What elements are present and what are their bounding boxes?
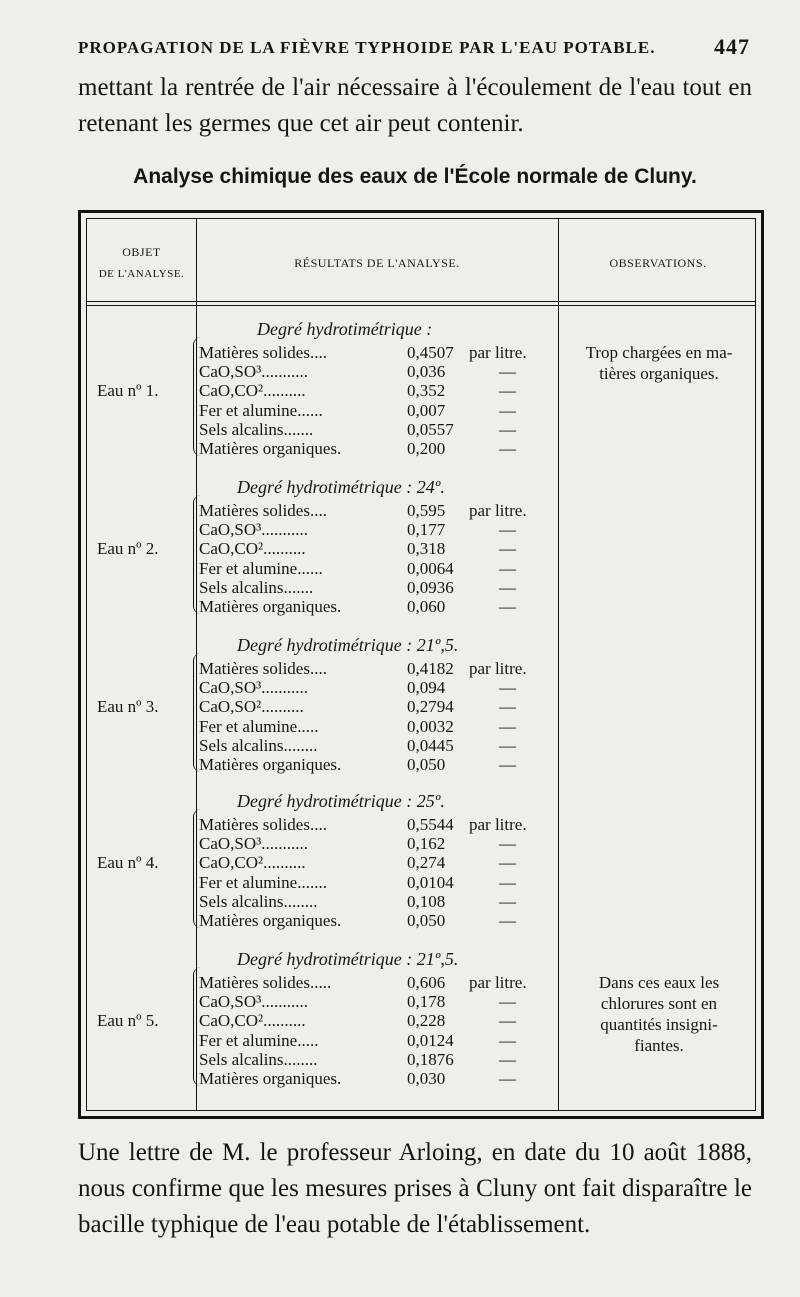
component-unit: — — [499, 755, 516, 774]
component-unit: — — [499, 697, 516, 717]
water-sample-label: Eau nº 2. — [97, 539, 159, 559]
component-name: Fer et alumine...... — [199, 400, 323, 420]
component-value: 0,1876 — [407, 1049, 454, 1069]
component-unit: — — [499, 872, 516, 892]
analysis-row — [199, 1011, 549, 1030]
observation-line: Trop chargées en ma- — [585, 343, 733, 362]
component-unit: — — [499, 577, 516, 597]
component-unit: — — [499, 992, 516, 1012]
hydrotimetric-degree: Degré hydrotimétrique : 25º. — [237, 791, 445, 811]
analysis-row — [199, 439, 549, 458]
component-name: Matières solides.... — [199, 659, 327, 678]
analysis-row — [199, 873, 549, 892]
component-name: Fer et alumine...... — [199, 558, 323, 578]
component-value: 0,007 — [407, 400, 446, 420]
analysis-row — [199, 420, 549, 439]
component-unit: — — [499, 419, 516, 439]
analysis-row — [199, 717, 549, 736]
component-unit: — — [499, 716, 516, 736]
analysis-row — [199, 853, 549, 872]
running-head — [78, 34, 750, 59]
component-name: Matières organiques. — [199, 755, 342, 774]
analysis-row — [199, 736, 549, 755]
component-unit: — — [499, 853, 516, 873]
component-value: 0,0124 — [407, 1030, 454, 1050]
water-sample-label: Eau nº 5. — [97, 1011, 159, 1031]
component-value: 0,030 — [407, 1069, 446, 1088]
analysis-row — [199, 973, 549, 992]
intro-paragraph: mettant la rentrée de l'air nécessaire à l'écoulement de l'eau tout en retenant les germes que cet air peut contenir. — [78, 74, 752, 137]
component-unit: — — [499, 735, 516, 755]
observation-line: quantités insigni- — [600, 1015, 718, 1034]
observation-line: Dans ces eaux les — [598, 973, 720, 992]
component-unit: — — [499, 597, 516, 616]
component-unit: — — [499, 381, 516, 401]
component-name: CaO,SO².......... — [199, 697, 304, 717]
component-name: Matières organiques. — [199, 597, 342, 616]
observation-line: fiantes. — [634, 1036, 684, 1055]
component-value: 0,178 — [407, 992, 446, 1012]
analysis-row — [199, 834, 549, 853]
analysis-row — [199, 659, 549, 678]
header-rule — [87, 305, 755, 306]
component-unit: — — [499, 834, 516, 854]
component-name: Sels alcalins........ — [199, 1049, 318, 1069]
component-value: 0,0032 — [407, 716, 454, 736]
component-unit: — — [499, 520, 516, 540]
component-unit: — — [499, 678, 516, 698]
analysis-row — [199, 815, 549, 834]
running-head-title: PROPAGATION DE LA FIÈVRE TYPHOIDE PAR L'EAU POTABLE. — [78, 38, 656, 57]
analysis-row — [199, 755, 549, 774]
component-name: Matières organiques. — [199, 439, 342, 458]
observation-line: tières organiques. — [599, 364, 719, 383]
component-value: 0,036 — [407, 362, 446, 382]
analysis-table — [78, 210, 764, 1119]
analysis-row — [199, 678, 549, 697]
component-value: 0,0104 — [407, 872, 454, 892]
component-unit: — — [499, 400, 516, 420]
column-divider — [558, 219, 559, 1110]
analysis-row — [199, 539, 549, 558]
header-rule — [87, 301, 755, 302]
hydrotimetric-degree: Degré hydrotimétrique : 24º. — [237, 477, 445, 497]
component-name: CaO,SO³........... — [199, 834, 308, 854]
component-unit: par litre. — [469, 501, 527, 520]
analysis-row — [199, 992, 549, 1011]
component-name: Sels alcalins....... — [199, 419, 314, 439]
component-unit: — — [499, 891, 516, 911]
hydrotimetric-degree: Degré hydrotimétrique : — [257, 319, 433, 339]
component-unit: — — [499, 911, 516, 930]
component-name: Fer et alumine....... — [199, 872, 327, 892]
component-value: 0,318 — [407, 539, 446, 559]
component-name: CaO,SO³........... — [199, 362, 308, 382]
component-value: 0,0557 — [407, 419, 454, 439]
component-unit: par litre. — [469, 659, 527, 678]
observation-note — [561, 972, 757, 1056]
component-name: CaO,CO².......... — [199, 381, 306, 401]
analysis-row — [199, 697, 549, 716]
component-unit: par litre. — [469, 343, 527, 362]
analysis-row — [199, 559, 549, 578]
component-name: Matières organiques. — [199, 1069, 342, 1088]
analysis-row — [199, 578, 549, 597]
component-value: 0,094 — [407, 678, 446, 698]
water-sample-label: Eau nº 3. — [97, 697, 159, 717]
analysis-row — [199, 892, 549, 911]
component-unit: — — [499, 558, 516, 578]
observation-note — [561, 342, 757, 384]
component-name: CaO,CO².......... — [199, 853, 306, 873]
component-unit: par litre. — [469, 973, 527, 992]
component-unit: — — [499, 362, 516, 382]
analysis-row — [199, 501, 549, 520]
analysis-row — [199, 1031, 549, 1050]
analysis-row — [199, 1069, 549, 1088]
header-objet — [87, 245, 196, 280]
component-name: Matières organiques. — [199, 911, 342, 930]
component-value: 0,0064 — [407, 558, 454, 578]
analysis-row — [199, 520, 549, 539]
page-number: 447 — [714, 34, 750, 59]
component-unit: par litre. — [469, 815, 527, 834]
component-value: 0,228 — [407, 1011, 446, 1031]
component-value: 0,4507 — [407, 343, 454, 362]
component-value: 0,050 — [407, 911, 446, 930]
component-value: 0,274 — [407, 853, 446, 873]
component-value: 0,0445 — [407, 735, 454, 755]
observation-line: chlorures sont en — [600, 994, 718, 1013]
analysis-row — [199, 362, 549, 381]
component-name: CaO,SO³........... — [199, 678, 308, 698]
header-objet-line2: DE L'ANALYSE. — [98, 268, 185, 280]
header-objet-line1: OBJET — [122, 245, 161, 259]
component-value: 0,5544 — [407, 815, 454, 834]
component-unit: — — [499, 1049, 516, 1069]
component-unit: — — [499, 439, 516, 458]
table-inner-frame — [86, 218, 756, 1111]
table-title: Analyse chimique des eaux de l'École normale de Cluny. — [133, 165, 697, 188]
hydrotimetric-degree: Degré hydrotimétrique : 21º,5. — [237, 635, 459, 655]
analysis-row — [199, 381, 549, 400]
component-value: 0,050 — [407, 755, 446, 774]
component-unit: — — [499, 539, 516, 559]
component-name: CaO,CO².......... — [199, 1011, 306, 1031]
component-value: 0,200 — [407, 439, 446, 458]
analysis-row — [199, 911, 549, 930]
component-name: Fer et alumine..... — [199, 1030, 319, 1050]
component-value: 0,177 — [407, 520, 446, 540]
analysis-row — [199, 1050, 549, 1069]
component-value: 0,108 — [407, 891, 446, 911]
analysis-row — [199, 401, 549, 420]
component-name: Fer et alumine..... — [199, 716, 319, 736]
closing-paragraph: Une lettre de M. le professeur Arloing, en date du 10 août 1888, nous confirme que les mesures prises à Cluny ont fait disparaître le bacille typhique de l'eau potable de l'établissement. — [78, 1139, 752, 1238]
component-name: Matières solides.... — [199, 501, 327, 520]
component-name: CaO,SO³........... — [199, 992, 308, 1012]
analysis-row — [199, 343, 549, 362]
component-value: 0,595 — [407, 501, 446, 520]
header-observations: OBSERVATIONS. — [609, 256, 707, 270]
component-name: CaO,SO³........... — [199, 520, 308, 540]
component-value: 0,0936 — [407, 577, 454, 597]
water-sample-label: Eau nº 1. — [97, 381, 159, 401]
component-value: 0,352 — [407, 381, 446, 401]
component-value: 0,162 — [407, 834, 446, 854]
analysis-row — [199, 597, 549, 616]
header-resultats: RÉSULTATS DE L'ANALYSE. — [294, 256, 460, 270]
component-name: CaO,CO².......... — [199, 539, 306, 559]
component-unit: — — [499, 1011, 516, 1031]
component-name: Sels alcalins........ — [199, 891, 318, 911]
component-value: 0,060 — [407, 597, 446, 616]
component-name: Matières solides.... — [199, 343, 327, 362]
component-value: 0,606 — [407, 973, 446, 992]
component-unit: — — [499, 1069, 516, 1088]
hydrotimetric-degree: Degré hydrotimétrique : 21º,5. — [237, 949, 459, 969]
component-value: 0,4182 — [407, 659, 454, 678]
component-name: Matières solides.... — [199, 815, 327, 834]
water-sample-label: Eau nº 4. — [97, 853, 159, 873]
component-value: 0,2794 — [407, 697, 454, 717]
component-name: Sels alcalins....... — [199, 577, 314, 597]
component-unit: — — [499, 1030, 516, 1050]
component-name: Sels alcalins........ — [199, 735, 318, 755]
component-name: Matières solides..... — [199, 973, 332, 992]
